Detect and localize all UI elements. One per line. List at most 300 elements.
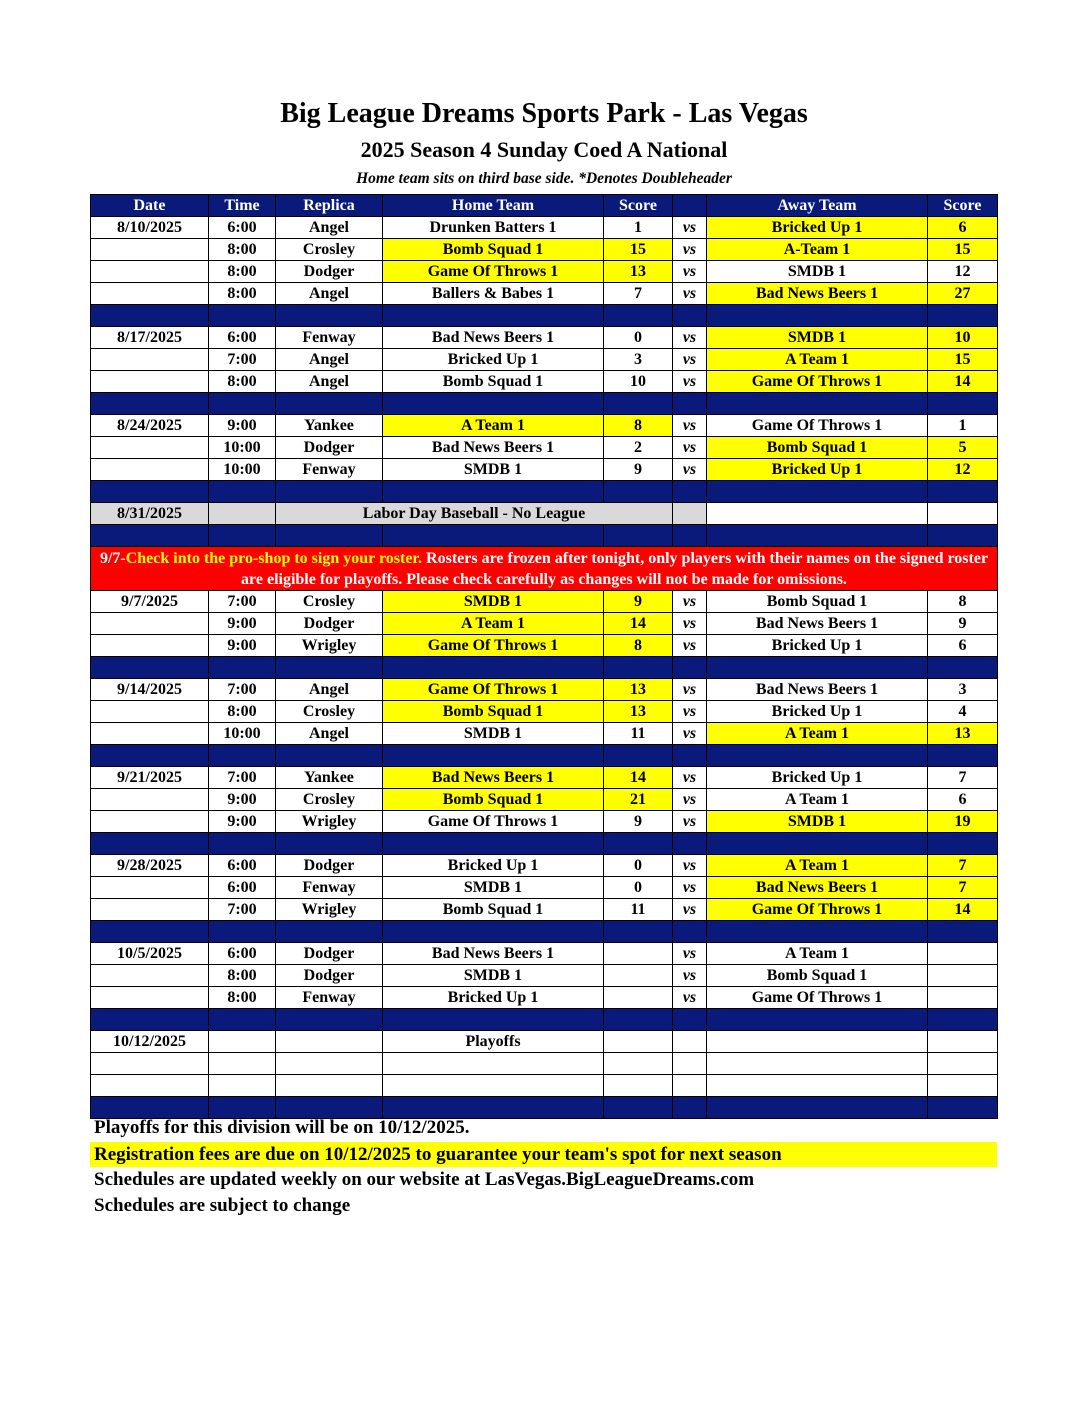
away-score: 12 — [928, 261, 998, 283]
separator-cell — [604, 1097, 673, 1119]
separator-cell — [209, 305, 276, 327]
separator-cell — [276, 305, 383, 327]
separator-cell — [91, 745, 209, 767]
roster-notice-row — [91, 547, 998, 591]
away-team: A Team 1 — [707, 855, 928, 877]
game-time — [209, 1075, 276, 1097]
vs-label: vs — [673, 899, 707, 921]
away-team: A Team 1 — [707, 349, 928, 371]
home-score: 9 — [604, 811, 673, 833]
away-team: A Team 1 — [707, 789, 928, 811]
game-date: 10/5/2025 — [91, 943, 209, 965]
playoffs-row — [91, 1031, 998, 1053]
game-replica — [276, 1031, 383, 1053]
game-time: 9:00 — [209, 635, 276, 657]
home-team: SMDB 1 — [383, 965, 604, 987]
home-score: 0 — [604, 327, 673, 349]
game-date: 8/10/2025 — [91, 217, 209, 239]
separator-cell — [928, 305, 998, 327]
notice-text: Rosters are frozen after tonight, only players with their names on the signed roster are eligible for playoffs. Please check carefully as changes will not be made for omissions. — [241, 549, 989, 588]
home-team: Bomb Squad 1 — [383, 899, 604, 921]
separator-cell — [928, 745, 998, 767]
game-date: 10/12/2025 — [91, 1031, 209, 1053]
game-row — [91, 459, 998, 481]
away-team: A-Team 1 — [707, 239, 928, 261]
game-replica: Dodger — [276, 943, 383, 965]
away-score: 7 — [928, 877, 998, 899]
game-replica: Dodger — [276, 437, 383, 459]
game-date: 9/21/2025 — [91, 767, 209, 789]
game-date: 8/17/2025 — [91, 327, 209, 349]
game-row — [91, 965, 998, 987]
game-time: 8:00 — [209, 987, 276, 1009]
game-row — [91, 591, 998, 613]
away-score: 12 — [928, 459, 998, 481]
game-replica: Fenway — [276, 327, 383, 349]
vs-label: vs — [673, 723, 707, 745]
separator-cell — [276, 745, 383, 767]
game-date: 9/28/2025 — [91, 855, 209, 877]
separator-cell — [604, 833, 673, 855]
home-team: Game Of Throws 1 — [383, 635, 604, 657]
vs-label: vs — [673, 789, 707, 811]
away-score: 8 — [928, 591, 998, 613]
game-replica — [276, 1053, 383, 1075]
home-team: Bad News Beers 1 — [383, 437, 604, 459]
page-title: Big League Dreams Sports Park - Las Vegas — [280, 98, 808, 129]
away-score — [928, 1031, 998, 1053]
game-replica: Dodger — [276, 965, 383, 987]
game-replica: Crosley — [276, 591, 383, 613]
separator-cell — [383, 657, 604, 679]
home-team: Playoffs — [383, 1031, 604, 1053]
week-separator-row — [91, 1009, 998, 1031]
footer-website-note: Schedules are updated weekly on our website at LasVegas.BigLeagueDreams.com — [94, 1169, 755, 1190]
separator-cell — [673, 305, 707, 327]
home-score: 8 — [604, 415, 673, 437]
separator-cell — [673, 1097, 707, 1119]
game-replica: Fenway — [276, 987, 383, 1009]
away-score — [928, 987, 998, 1009]
vs-label: vs — [673, 371, 707, 393]
game-date — [91, 349, 209, 371]
game-time — [209, 1031, 276, 1053]
game-date — [91, 987, 209, 1009]
home-score: 21 — [604, 789, 673, 811]
home-team: Bricked Up 1 — [383, 349, 604, 371]
game-row — [91, 723, 998, 745]
home-score: 14 — [604, 767, 673, 789]
game-date: 8/31/2025 — [91, 503, 209, 525]
separator-cell — [928, 657, 998, 679]
separator-cell — [91, 393, 209, 415]
separator-cell — [276, 833, 383, 855]
week-separator-row — [91, 481, 998, 503]
footer-playoffs-note: Playoffs for this division will be on 10/12/2025. — [94, 1117, 470, 1138]
away-team: Bricked Up 1 — [707, 217, 928, 239]
home-score: 10 — [604, 371, 673, 393]
home-team: SMDB 1 — [383, 591, 604, 613]
away-score: 6 — [928, 217, 998, 239]
away-score: 7 — [928, 767, 998, 789]
vs-label: vs — [673, 613, 707, 635]
separator-cell — [91, 1097, 209, 1119]
home-team: Bad News Beers 1 — [383, 767, 604, 789]
away-score — [928, 1053, 998, 1075]
week-separator-row — [91, 745, 998, 767]
week-separator-row — [91, 1097, 998, 1119]
away-team: Game Of Throws 1 — [707, 899, 928, 921]
home-team: Game Of Throws 1 — [383, 679, 604, 701]
vs-label: vs — [673, 679, 707, 701]
home-score: 9 — [604, 591, 673, 613]
vs-cell — [673, 1075, 707, 1097]
home-score: 0 — [604, 877, 673, 899]
separator-cell — [91, 481, 209, 503]
game-time: 9:00 — [209, 811, 276, 833]
away-score: 6 — [928, 789, 998, 811]
away-score — [928, 965, 998, 987]
separator-cell — [928, 393, 998, 415]
game-row — [91, 877, 998, 899]
separator-cell — [276, 393, 383, 415]
game-date — [91, 965, 209, 987]
separator-cell — [604, 921, 673, 943]
separator-cell — [673, 481, 707, 503]
home-score: 13 — [604, 261, 673, 283]
away-score: 27 — [928, 283, 998, 305]
game-time: 7:00 — [209, 767, 276, 789]
game-time: 8:00 — [209, 239, 276, 261]
away-score — [928, 1075, 998, 1097]
game-replica: Dodger — [276, 613, 383, 635]
away-score: 19 — [928, 811, 998, 833]
game-date — [91, 1075, 209, 1097]
separator-cell — [604, 481, 673, 503]
schedule-note: Home team sits on third base side. *Denotes Doubleheader — [356, 170, 732, 187]
home-score: 3 — [604, 349, 673, 371]
separator-cell — [276, 657, 383, 679]
away-score — [928, 943, 998, 965]
game-date — [91, 371, 209, 393]
week-separator-row — [91, 833, 998, 855]
game-time — [209, 503, 276, 525]
footer-registration-note: Registration fees are due on 10/12/2025 to guarantee your team's spot for next season — [90, 1142, 997, 1167]
away-team: Game Of Throws 1 — [707, 371, 928, 393]
home-team: Bomb Squad 1 — [383, 701, 604, 723]
col-home-score: Score — [604, 195, 673, 217]
separator-cell — [673, 525, 707, 547]
separator-cell — [91, 305, 209, 327]
game-time: 8:00 — [209, 701, 276, 723]
game-date — [91, 899, 209, 921]
separator-cell — [383, 1097, 604, 1119]
game-time: 7:00 — [209, 899, 276, 921]
game-time: 8:00 — [209, 371, 276, 393]
separator-cell — [604, 1009, 673, 1031]
home-score — [604, 1031, 673, 1053]
game-row — [91, 217, 998, 239]
away-score — [928, 503, 998, 525]
separator-cell — [276, 525, 383, 547]
game-row — [91, 635, 998, 657]
away-team: A Team 1 — [707, 723, 928, 745]
separator-cell — [276, 1009, 383, 1031]
game-row — [91, 239, 998, 261]
vs-label: vs — [673, 591, 707, 613]
separator-cell — [209, 393, 276, 415]
vs-label: vs — [673, 261, 707, 283]
game-row — [91, 613, 998, 635]
home-score: 0 — [604, 855, 673, 877]
away-score: 1 — [928, 415, 998, 437]
away-team: Bricked Up 1 — [707, 635, 928, 657]
home-score — [604, 965, 673, 987]
week-separator-row — [91, 657, 998, 679]
away-team: SMDB 1 — [707, 261, 928, 283]
away-team: Bomb Squad 1 — [707, 591, 928, 613]
separator-cell — [209, 1097, 276, 1119]
separator-cell — [383, 921, 604, 943]
roster-notice — [91, 547, 998, 591]
game-date: 9/14/2025 — [91, 679, 209, 701]
game-replica: Yankee — [276, 767, 383, 789]
away-score: 14 — [928, 899, 998, 921]
separator-cell — [673, 745, 707, 767]
game-replica: Angel — [276, 217, 383, 239]
week-separator-row — [91, 305, 998, 327]
separator-cell — [209, 921, 276, 943]
away-team: Bomb Squad 1 — [707, 965, 928, 987]
separator-cell — [707, 481, 928, 503]
game-replica: Fenway — [276, 459, 383, 481]
home-score — [604, 943, 673, 965]
home-team: Bomb Squad 1 — [383, 789, 604, 811]
away-score: 4 — [928, 701, 998, 723]
game-date — [91, 789, 209, 811]
separator-cell — [383, 833, 604, 855]
game-row — [91, 855, 998, 877]
col-home-team: Home Team — [383, 195, 604, 217]
week-separator-row — [91, 921, 998, 943]
game-time: 6:00 — [209, 877, 276, 899]
separator-cell — [209, 657, 276, 679]
header-row — [91, 195, 998, 217]
game-date — [91, 635, 209, 657]
separator-cell — [604, 745, 673, 767]
labor-day-message: Labor Day Baseball - No League — [276, 503, 673, 525]
home-team — [383, 1075, 604, 1097]
vs-label: vs — [673, 943, 707, 965]
vs-label: vs — [673, 217, 707, 239]
game-replica: Wrigley — [276, 811, 383, 833]
game-time: 8:00 — [209, 261, 276, 283]
notice-highlight: Check into the pro-shop to sign your roster. — [125, 549, 423, 567]
vs-label: vs — [673, 635, 707, 657]
game-time: 7:00 — [209, 591, 276, 613]
away-team: Bricked Up 1 — [707, 701, 928, 723]
vs-label: vs — [673, 965, 707, 987]
home-team: Bad News Beers 1 — [383, 943, 604, 965]
game-replica: Dodger — [276, 855, 383, 877]
away-team: Game Of Throws 1 — [707, 415, 928, 437]
separator-cell — [91, 833, 209, 855]
home-team: Drunken Batters 1 — [383, 217, 604, 239]
separator-cell — [276, 1097, 383, 1119]
away-team: SMDB 1 — [707, 327, 928, 349]
game-time: 6:00 — [209, 855, 276, 877]
home-score: 11 — [604, 899, 673, 921]
vs-cell — [673, 1053, 707, 1075]
home-team — [383, 1053, 604, 1075]
separator-cell — [707, 745, 928, 767]
separator-cell — [928, 525, 998, 547]
home-score: 7 — [604, 283, 673, 305]
vs-label: vs — [673, 283, 707, 305]
home-team: Bricked Up 1 — [383, 987, 604, 1009]
vs-label: vs — [673, 811, 707, 833]
game-row — [91, 349, 998, 371]
game-row — [91, 789, 998, 811]
game-replica: Wrigley — [276, 635, 383, 657]
vs-label: vs — [673, 349, 707, 371]
separator-cell — [707, 1009, 928, 1031]
col-away-score: Score — [928, 195, 998, 217]
game-replica — [276, 1075, 383, 1097]
home-score: 13 — [604, 679, 673, 701]
home-team: Game Of Throws 1 — [383, 261, 604, 283]
game-time: 10:00 — [209, 459, 276, 481]
separator-cell — [928, 1097, 998, 1119]
game-row — [91, 415, 998, 437]
separator-cell — [383, 393, 604, 415]
vs-label: vs — [673, 701, 707, 723]
game-date: 9/7/2025 — [91, 591, 209, 613]
separator-cell — [91, 657, 209, 679]
away-score: 10 — [928, 327, 998, 349]
game-row — [91, 943, 998, 965]
separator-cell — [91, 525, 209, 547]
game-row — [91, 679, 998, 701]
away-score: 13 — [928, 723, 998, 745]
col-date: Date — [91, 195, 209, 217]
separator-cell — [604, 393, 673, 415]
separator-cell — [928, 1009, 998, 1031]
away-team: Bad News Beers 1 — [707, 613, 928, 635]
vs-label: vs — [673, 327, 707, 349]
home-team: Game Of Throws 1 — [383, 811, 604, 833]
vs-label: vs — [673, 855, 707, 877]
vs-label: vs — [673, 239, 707, 261]
game-row — [91, 899, 998, 921]
home-score: 1 — [604, 217, 673, 239]
notice-date: 9/7- — [99, 549, 126, 567]
game-row — [91, 767, 998, 789]
col-away-team: Away Team — [707, 195, 928, 217]
game-replica: Crosley — [276, 239, 383, 261]
away-score: 3 — [928, 679, 998, 701]
separator-cell — [707, 657, 928, 679]
separator-cell — [707, 921, 928, 943]
col-replica: Replica — [276, 195, 383, 217]
separator-cell — [928, 481, 998, 503]
away-team: Bricked Up 1 — [707, 767, 928, 789]
home-team: Bad News Beers 1 — [383, 327, 604, 349]
separator-cell — [276, 481, 383, 503]
game-date — [91, 811, 209, 833]
away-team: Bad News Beers 1 — [707, 679, 928, 701]
week-separator-row — [91, 525, 998, 547]
game-row — [91, 283, 998, 305]
game-row — [91, 327, 998, 349]
away-team: Bad News Beers 1 — [707, 877, 928, 899]
vs-cell — [673, 503, 707, 525]
game-time: 6:00 — [209, 217, 276, 239]
game-row — [91, 437, 998, 459]
home-score: 14 — [604, 613, 673, 635]
game-date — [91, 877, 209, 899]
home-team: SMDB 1 — [383, 459, 604, 481]
schedule-table — [90, 194, 998, 1119]
game-replica: Angel — [276, 371, 383, 393]
home-team: A Team 1 — [383, 415, 604, 437]
home-team: Ballers & Babes 1 — [383, 283, 604, 305]
game-replica: Wrigley — [276, 899, 383, 921]
game-row — [91, 261, 998, 283]
game-date — [91, 437, 209, 459]
away-team: A Team 1 — [707, 943, 928, 965]
game-replica: Angel — [276, 679, 383, 701]
away-team: Bomb Squad 1 — [707, 437, 928, 459]
vs-label: vs — [673, 767, 707, 789]
game-time: 10:00 — [209, 723, 276, 745]
separator-cell — [928, 921, 998, 943]
game-time: 8:00 — [209, 965, 276, 987]
home-score — [604, 1075, 673, 1097]
separator-cell — [707, 525, 928, 547]
separator-cell — [209, 745, 276, 767]
game-row — [91, 811, 998, 833]
game-time: 10:00 — [209, 437, 276, 459]
separator-cell — [383, 305, 604, 327]
game-time: 9:00 — [209, 613, 276, 635]
home-score: 9 — [604, 459, 673, 481]
home-score — [604, 1053, 673, 1075]
home-team: SMDB 1 — [383, 877, 604, 899]
game-replica: Angel — [276, 723, 383, 745]
home-score: 11 — [604, 723, 673, 745]
game-time: 7:00 — [209, 679, 276, 701]
vs-label: vs — [673, 877, 707, 899]
col-time: Time — [209, 195, 276, 217]
separator-cell — [91, 1009, 209, 1031]
game-date — [91, 723, 209, 745]
home-score: 8 — [604, 635, 673, 657]
home-team: Bricked Up 1 — [383, 855, 604, 877]
separator-cell — [209, 525, 276, 547]
separator-cell — [673, 833, 707, 855]
separator-cell — [707, 393, 928, 415]
vs-cell — [673, 1031, 707, 1053]
home-score: 2 — [604, 437, 673, 459]
away-score: 9 — [928, 613, 998, 635]
game-time: 6:00 — [209, 943, 276, 965]
separator-cell — [707, 833, 928, 855]
separator-cell — [604, 657, 673, 679]
separator-cell — [383, 525, 604, 547]
away-score: 14 — [928, 371, 998, 393]
away-team — [707, 1031, 928, 1053]
